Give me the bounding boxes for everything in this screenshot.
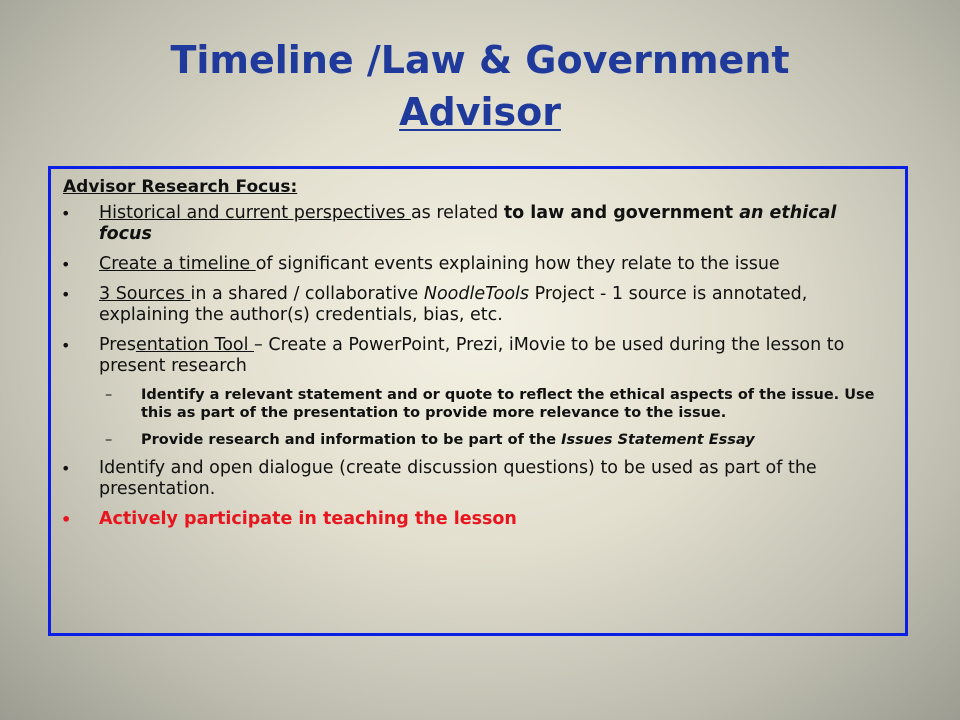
bullet-item-presentation-tool	[51, 335, 905, 377]
bullet-list	[51, 203, 905, 539]
content-box	[48, 166, 908, 636]
bullet-item-dialogue	[51, 458, 905, 500]
bullet-text: Identify and open dialogue (create discussion questions) to be used as part of the presentation.	[99, 458, 817, 499]
bullet-item-participate	[51, 509, 905, 530]
bullet-underlined-text: Historical and current perspectives	[99, 203, 411, 223]
bullet-icon: •	[61, 285, 71, 304]
bullet-italic-text: NoodleTools	[423, 284, 530, 304]
bullet-underlined-text: Create a timeline	[99, 254, 256, 274]
bullet-icon: •	[61, 336, 71, 355]
bullet-text: in a shared / collaborative	[190, 284, 424, 304]
bullet-text-prefix: Pres	[99, 335, 136, 355]
sub-item-text: Identify a relevant statement and or quote to reflect the ethical aspects of the issue. Use this as part of the presentation to provide more relevance to the issue.	[141, 387, 875, 421]
sub-item-statement	[51, 386, 905, 422]
bullet-underlined-text: 3 Sources	[99, 284, 191, 304]
focus-heading: Advisor Research Focus:	[63, 177, 298, 197]
slide-title-line1: Timeline /Law & Government	[170, 38, 790, 82]
sub-item-research	[51, 431, 905, 449]
slide-title-line2: Advisor	[399, 90, 561, 134]
bullet-text: – Create a PowerPoint, Prezi, iMovie to be used during the lesson to present research	[99, 335, 845, 376]
bullet-icon: •	[61, 510, 72, 529]
bullet-item-perspectives	[51, 203, 905, 245]
bullet-item-sources	[51, 284, 905, 326]
bullet-text: as related	[410, 203, 504, 223]
sub-item-text: Provide research and information to be part of the	[141, 432, 562, 448]
bullet-text: Actively participate in teaching the lesson	[99, 509, 517, 529]
bullet-text-2: Project - 1 source is annotated, explaining the author(s) credentials, bias, etc.	[99, 284, 808, 325]
bullet-icon: •	[61, 255, 71, 274]
bullet-underlined-text: entation Tool	[135, 335, 255, 355]
bullet-text: of significant events explaining how they relate to the issue	[255, 254, 780, 274]
bullet-bold-text: to law and government	[503, 203, 740, 223]
bullet-item-timeline	[51, 254, 905, 275]
bullet-bold-italic-text: an ethical focus	[99, 203, 837, 244]
sub-item-italic-text: Issues Statement Essay	[561, 432, 755, 448]
bullet-icon: •	[61, 459, 71, 478]
dash-icon: –	[105, 387, 113, 403]
bullet-icon: •	[61, 204, 71, 223]
slide-title	[0, 34, 960, 138]
dash-icon: –	[105, 432, 113, 448]
